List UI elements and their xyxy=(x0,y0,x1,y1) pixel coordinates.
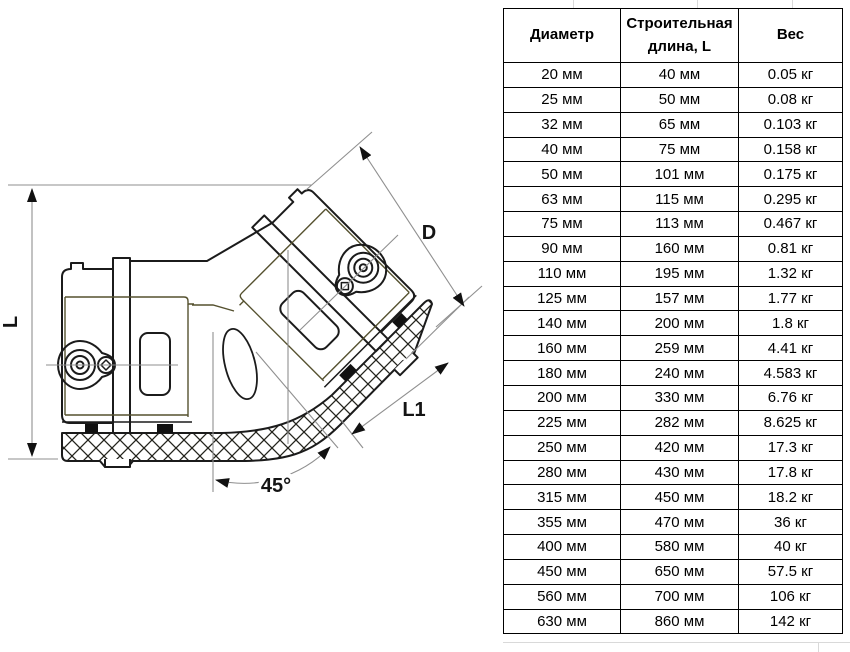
table-row xyxy=(504,286,843,311)
table-row xyxy=(504,485,843,510)
gridline-tick xyxy=(818,643,819,652)
cell-diameter: 63 мм xyxy=(504,187,621,212)
cell-length: 282 мм xyxy=(621,410,739,435)
table-row xyxy=(504,336,843,361)
cell-weight: 57.5 кг xyxy=(739,559,843,584)
cell-length: 860 мм xyxy=(621,609,739,634)
table-row xyxy=(504,510,843,535)
cell-diameter: 125 мм xyxy=(504,286,621,311)
cell-diameter: 20 мм xyxy=(504,63,621,88)
table-row xyxy=(504,63,843,88)
table-row xyxy=(504,87,843,112)
cell-length: 157 мм xyxy=(621,286,739,311)
cell-diameter: 400 мм xyxy=(504,535,621,560)
cell-weight: 142 кг xyxy=(739,609,843,634)
body-top-outline xyxy=(130,223,272,261)
table-header-row xyxy=(504,9,843,63)
table-row xyxy=(504,311,843,336)
table-row xyxy=(504,559,843,584)
cell-length: 330 мм xyxy=(621,385,739,410)
dimension-label-D: D xyxy=(421,222,437,244)
dimension-label-L1: L1 xyxy=(402,399,426,421)
cell-weight: 106 кг xyxy=(739,584,843,609)
cell-weight: 17.3 кг xyxy=(739,435,843,460)
cell-weight: 0.295 кг xyxy=(739,187,843,212)
cell-diameter: 450 мм xyxy=(504,559,621,584)
dimension-label-angle: 45° xyxy=(260,475,292,497)
dim-line-D xyxy=(360,147,464,306)
cell-length: 50 мм xyxy=(621,87,739,112)
table-row xyxy=(504,137,843,162)
cell-diameter: 50 мм xyxy=(504,162,621,187)
cell-length: 650 мм xyxy=(621,559,739,584)
cell-length: 75 мм xyxy=(621,137,739,162)
cell-weight: 0.175 кг xyxy=(739,162,843,187)
cell-weight: 0.08 кг xyxy=(739,87,843,112)
table-row xyxy=(504,261,843,286)
table-row xyxy=(504,535,843,560)
table-row xyxy=(504,187,843,212)
spec-table-container xyxy=(503,8,842,634)
table-row xyxy=(504,584,843,609)
cell-diameter: 630 мм xyxy=(504,609,621,634)
cell-weight: 8.625 кг xyxy=(739,410,843,435)
cell-length: 65 мм xyxy=(621,112,739,137)
cell-length: 240 мм xyxy=(621,361,739,386)
cell-weight: 0.81 кг xyxy=(739,236,843,261)
cell-length: 115 мм xyxy=(621,187,739,212)
dimensions-table xyxy=(503,8,843,634)
cell-diameter: 110 мм xyxy=(504,261,621,286)
table-row xyxy=(504,385,843,410)
cell-weight: 17.8 кг xyxy=(739,460,843,485)
cell-diameter: 200 мм xyxy=(504,385,621,410)
table-row xyxy=(504,162,843,187)
cell-length: 420 мм xyxy=(621,435,739,460)
table-row xyxy=(504,435,843,460)
cell-weight: 1.8 кг xyxy=(739,311,843,336)
cell-length: 113 мм xyxy=(621,212,739,237)
cell-weight: 36 кг xyxy=(739,510,843,535)
cell-weight: 1.77 кг xyxy=(739,286,843,311)
cell-diameter: 25 мм xyxy=(504,87,621,112)
cell-weight: 0.05 кг xyxy=(739,63,843,88)
cell-diameter: 250 мм xyxy=(504,435,621,460)
cell-weight: 1.32 кг xyxy=(739,261,843,286)
cell-weight: 4.41 кг xyxy=(739,336,843,361)
cell-diameter: 560 мм xyxy=(504,584,621,609)
cell-length: 450 мм xyxy=(621,485,739,510)
table-row xyxy=(504,236,843,261)
cell-length: 200 мм xyxy=(621,311,739,336)
cell-length: 259 мм xyxy=(621,336,739,361)
cell-weight: 0.103 кг xyxy=(739,112,843,137)
gridline-tick xyxy=(573,0,574,8)
cell-diameter: 355 мм xyxy=(504,510,621,535)
table-row xyxy=(504,361,843,386)
cell-length: 195 мм xyxy=(621,261,739,286)
cell-diameter: 315 мм xyxy=(504,485,621,510)
header-diameter: Диаметр xyxy=(504,9,621,63)
cell-diameter: 180 мм xyxy=(504,361,621,386)
table-row xyxy=(504,410,843,435)
table-row xyxy=(504,609,843,634)
table-row xyxy=(504,112,843,137)
gridline-tick xyxy=(792,0,793,8)
table-row xyxy=(504,212,843,237)
cell-diameter: 280 мм xyxy=(504,460,621,485)
dimension-label-L: L xyxy=(0,315,22,329)
bore-edge-ellipse xyxy=(217,325,264,402)
cell-length: 580 мм xyxy=(621,535,739,560)
cell-length: 430 мм xyxy=(621,460,739,485)
cell-diameter: 90 мм xyxy=(504,236,621,261)
cell-weight: 6.76 кг xyxy=(739,385,843,410)
table-body xyxy=(504,63,843,634)
cell-weight: 0.158 кг xyxy=(739,137,843,162)
gridline-tick xyxy=(697,0,698,8)
cell-diameter: 225 мм xyxy=(504,410,621,435)
cell-length: 470 мм xyxy=(621,510,739,535)
header-weight: Вес xyxy=(739,9,843,63)
body-mid-outline xyxy=(192,305,234,311)
ext-line-d1 xyxy=(306,132,372,190)
cell-length: 101 мм xyxy=(621,162,739,187)
cell-weight: 0.467 кг xyxy=(739,212,843,237)
cell-length: 160 мм xyxy=(621,236,739,261)
cell-weight: 18.2 кг xyxy=(739,485,843,510)
cell-diameter: 40 мм xyxy=(504,137,621,162)
cell-length: 700 мм xyxy=(621,584,739,609)
gridline-horizontal xyxy=(503,642,850,643)
cell-weight: 4.583 кг xyxy=(739,361,843,386)
cell-diameter: 160 мм xyxy=(504,336,621,361)
header-length: Строительная длина, L xyxy=(621,9,739,63)
cell-diameter: 32 мм xyxy=(504,112,621,137)
table-row xyxy=(504,460,843,485)
cell-diameter: 75 мм xyxy=(504,212,621,237)
cell-diameter: 140 мм xyxy=(504,311,621,336)
cell-weight: 40 кг xyxy=(739,535,843,560)
socket-45deg xyxy=(207,177,451,421)
cell-length: 40 мм xyxy=(621,63,739,88)
